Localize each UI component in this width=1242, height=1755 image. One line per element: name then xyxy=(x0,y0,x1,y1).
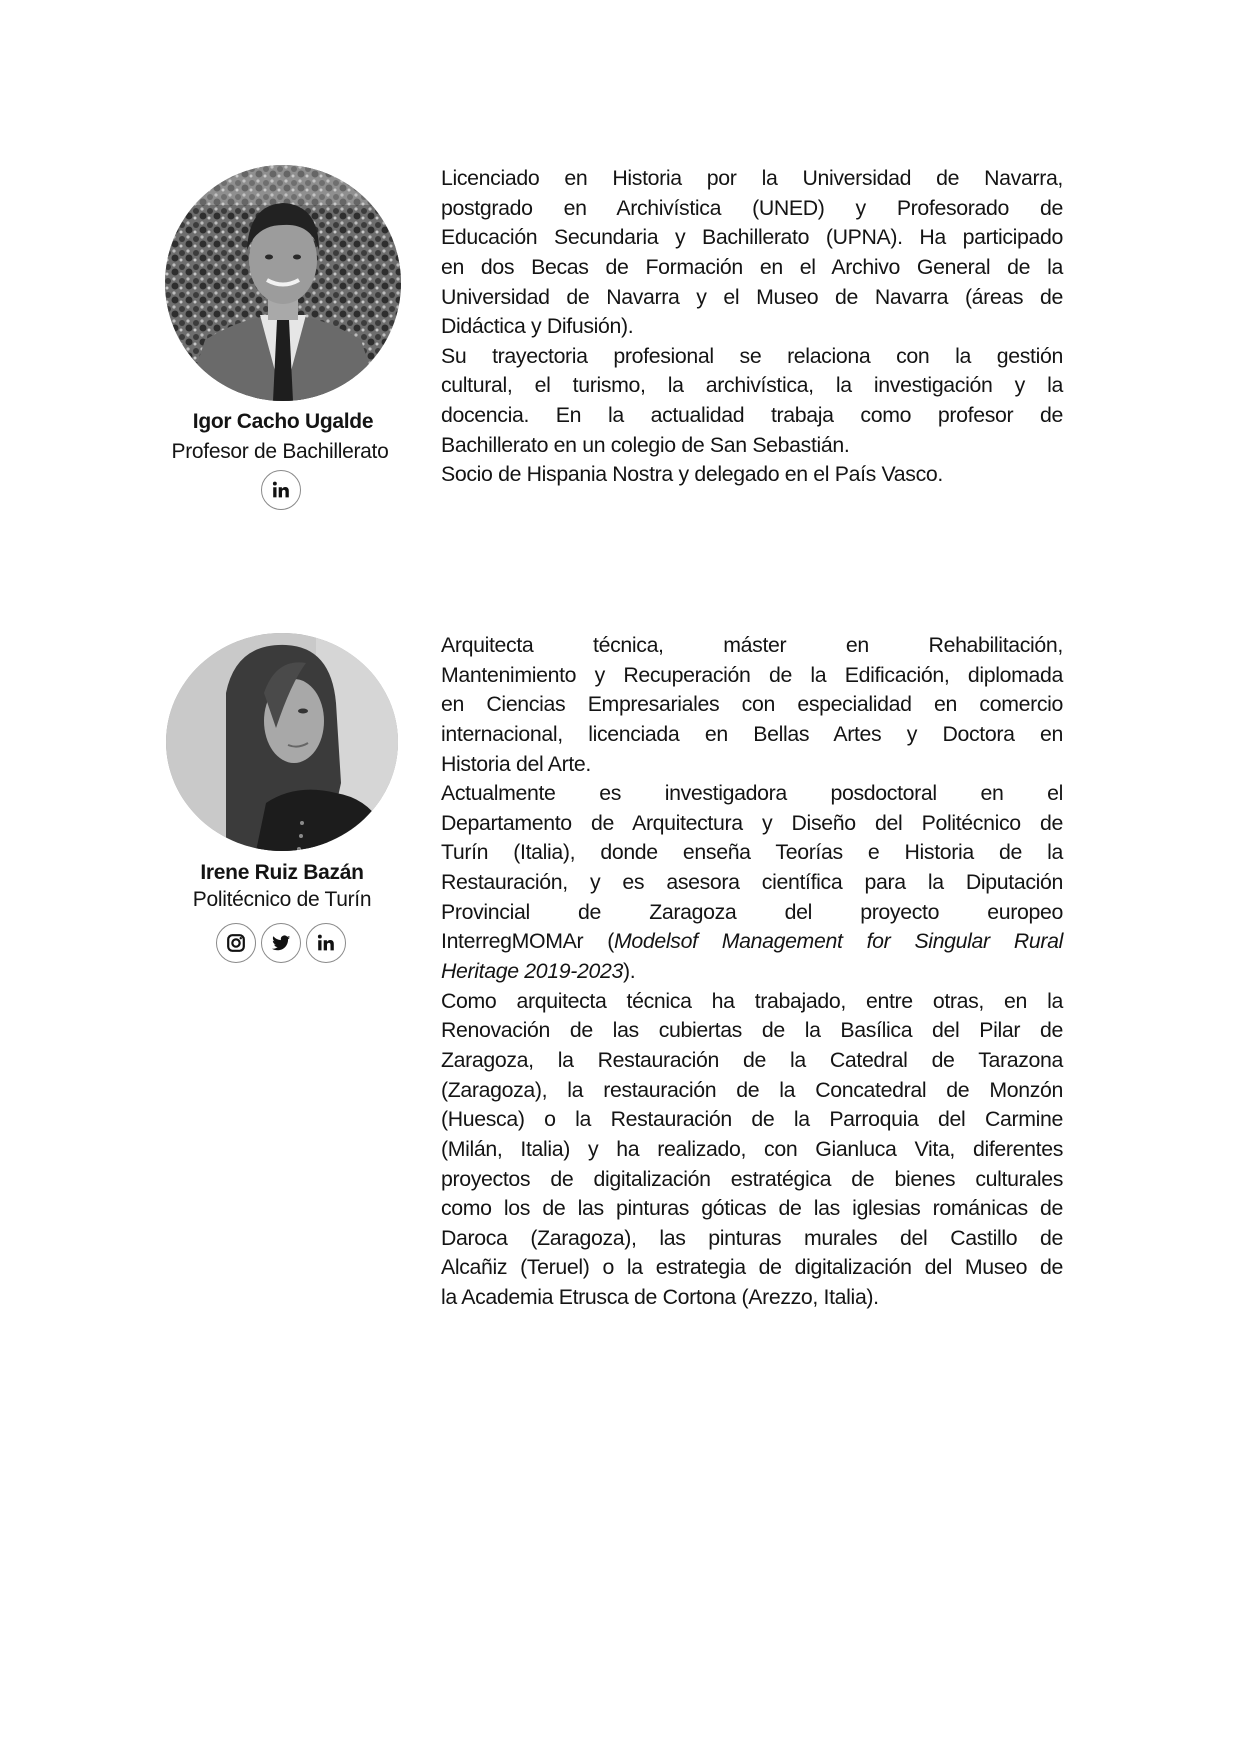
bio-text: InterregMOMAr ( xyxy=(441,929,615,954)
bio-text: internacional, licenciada en Bellas Artes y Doctora en xyxy=(441,721,1063,746)
bio-line xyxy=(441,1253,1063,1283)
bio-line xyxy=(441,223,1063,253)
bio-line xyxy=(441,1076,1063,1106)
bio-line xyxy=(441,253,1063,283)
bio-text: Zaragoza, la Restauración de la Catedral de Tarazona xyxy=(441,1047,1063,1072)
bio-line xyxy=(441,957,1063,987)
bio-text: Universidad de Navarra y el Museo de Navarra (áreas de xyxy=(441,284,1063,309)
instagram-icon xyxy=(225,932,247,954)
bio-line xyxy=(441,927,1063,957)
profile-role: Profesor de Bachillerato xyxy=(171,440,389,463)
bio-line xyxy=(441,987,1063,1017)
bio-line xyxy=(441,460,1063,490)
bio-line xyxy=(441,720,1063,750)
bio-text: en Ciencias Empresariales con especialidad en comercio xyxy=(441,692,1063,717)
bio-line xyxy=(441,1016,1063,1046)
bio-text: Daroca (Zaragoza), las pinturas murales del Castillo de xyxy=(441,1225,1063,1250)
bio-text: la Academia Etrusca de Cortona (Arezzo, Italia). xyxy=(441,1285,879,1310)
portrait-image xyxy=(166,633,398,851)
bio-line xyxy=(441,661,1063,691)
profile-role: Politécnico de Turín xyxy=(192,888,372,911)
bio-text: en dos Becas de Formación en el Archivo General de la xyxy=(441,254,1063,279)
linkedin-link[interactable] xyxy=(306,923,346,963)
bio-line xyxy=(441,401,1063,431)
bio-line xyxy=(441,1165,1063,1195)
profile-bio xyxy=(441,164,1063,490)
bio-text: Arquitecta técnica, máster en Rehabilitación, xyxy=(441,633,1063,657)
bio-line xyxy=(441,779,1063,809)
bio-text: Licenciado en Historia por la Universidad de Navarra, xyxy=(441,166,1063,190)
bio-text: Didáctica y Difusión). xyxy=(441,314,634,339)
bio-line xyxy=(441,1135,1063,1165)
bio-text: Socio de Hispania Nostra y delegado en el País Vasco. xyxy=(441,462,943,487)
twitter-icon xyxy=(270,932,292,954)
bio-line xyxy=(441,631,1063,661)
bio-text: Turín (Italia), donde enseña Teorías e Historia de la xyxy=(441,840,1063,865)
bio-line xyxy=(441,838,1063,868)
profile-photo xyxy=(166,633,398,851)
bio-text: Como arquitecta técnica ha trabajado, entre otras, en la xyxy=(441,988,1063,1013)
bio-italic-text: Heritage 2019-2023 xyxy=(441,959,623,984)
instagram-link[interactable] xyxy=(216,923,256,963)
bio-line xyxy=(441,690,1063,720)
bio-line xyxy=(441,194,1063,224)
profile-photo xyxy=(165,165,401,401)
bio-text: Educación Secundaria y Bachillerato (UPNA). Ha participado xyxy=(441,225,1063,250)
bio-text: Provincial de Zaragoza del proyecto europeo xyxy=(441,899,1063,924)
social-links xyxy=(216,923,346,963)
bio-line xyxy=(441,164,1063,194)
bio-text: postgrado en Archivística (UNED) y Profesorado de xyxy=(441,195,1063,220)
bio-text: ). xyxy=(622,959,636,984)
bio-text: Alcañiz (Teruel) o la estrategia de digitalización del Museo de xyxy=(441,1255,1063,1280)
bio-line xyxy=(441,1105,1063,1135)
profile-name: Irene Ruiz Bazán xyxy=(200,861,364,884)
profile-name: Igor Cacho Ugalde xyxy=(192,410,374,433)
bio-text: (Huesca) o la Restauración de la Parroquia del Carmine xyxy=(441,1107,1063,1132)
linkedin-icon xyxy=(270,479,292,501)
bio-text: como los de las pinturas góticas de las iglesias románicas de xyxy=(441,1196,1063,1221)
bio-line xyxy=(441,312,1063,342)
twitter-link[interactable] xyxy=(261,923,301,963)
linkedin-icon xyxy=(315,932,337,954)
bio-line xyxy=(441,1046,1063,1076)
social-links xyxy=(261,470,301,510)
bio-line xyxy=(441,1194,1063,1224)
bio-line xyxy=(441,898,1063,928)
bio-line xyxy=(441,1283,1063,1313)
bio-text: Bachillerato en un colegio de San Sebastián. xyxy=(441,432,850,457)
bio-line xyxy=(441,283,1063,313)
bio-text: Historia del Arte. xyxy=(441,751,591,776)
bio-text: Renovación de las cubiertas de la Basílica del Pilar de xyxy=(441,1018,1063,1043)
bio-line xyxy=(441,1224,1063,1254)
bio-text: Departamento de Arquitectura y Diseño del Politécnico de xyxy=(441,810,1063,835)
bio-line xyxy=(441,431,1063,461)
bio-text: Su trayectoria profesional se relaciona con la gestión xyxy=(441,343,1063,368)
bio-text: (Zaragoza), la restauración de la Concatedral de Monzón xyxy=(441,1077,1063,1102)
bio-text: (Milán, Italia) y ha realizado, con Gianluca Vita, diferentes xyxy=(441,1136,1063,1161)
bio-text: cultural, el turismo, la archivística, la investigación y la xyxy=(441,373,1063,398)
profile-bio xyxy=(441,631,1063,1313)
bio-line xyxy=(441,342,1063,372)
linkedin-link[interactable] xyxy=(261,470,301,510)
bio-line xyxy=(441,868,1063,898)
portrait-image xyxy=(165,165,401,401)
bio-line xyxy=(441,750,1063,780)
bio-text: Restauración, y es asesora científica para la Diputación xyxy=(441,870,1063,895)
bio-line xyxy=(441,809,1063,839)
bio-text: proyectos de digitalización estratégica de bienes culturales xyxy=(441,1166,1063,1191)
bio-text: Mantenimiento y Recuperación de la Edificación, diplomada xyxy=(441,662,1063,687)
bio-line xyxy=(441,371,1063,401)
bio-text: docencia. En la actualidad trabaja como profesor de xyxy=(441,403,1063,428)
bio-italic-text: Modelsof Management for Singular Rural xyxy=(614,929,1064,954)
bio-text: Actualmente es investigadora posdoctoral en el xyxy=(441,781,1063,806)
